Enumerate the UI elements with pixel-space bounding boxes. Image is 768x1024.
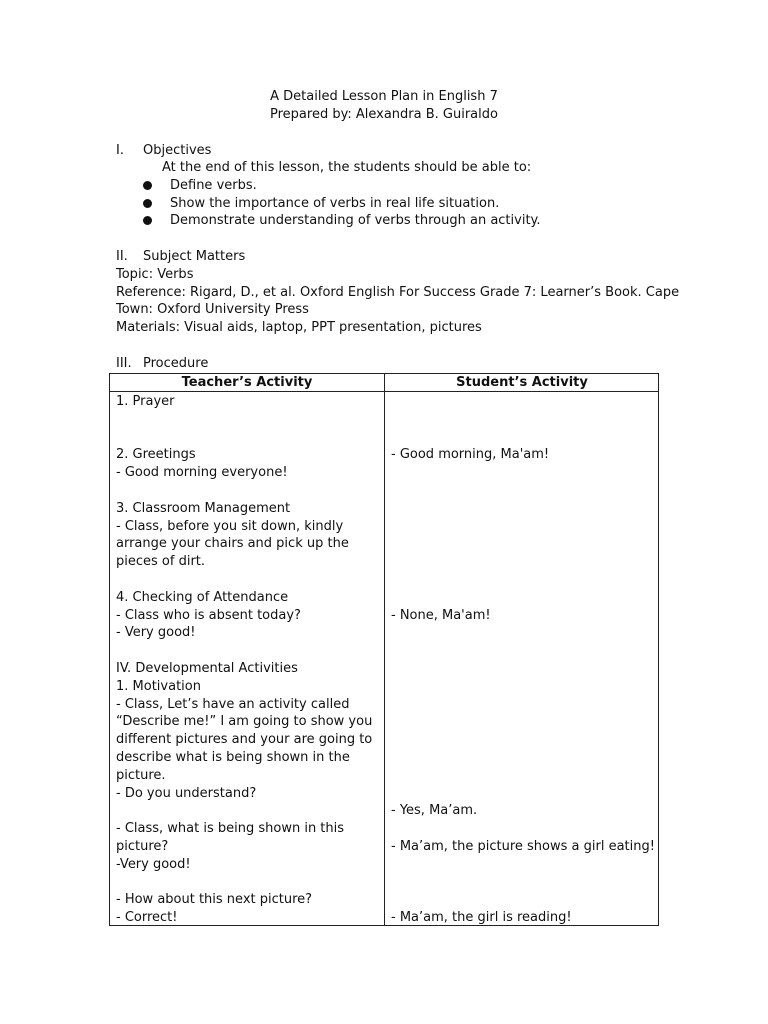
student-activity-line: - Ma’am, the girl is reading! — [391, 910, 572, 926]
teacher-activity-line: - Do you understand? — [116, 785, 257, 801]
reference-line-continued: Town: Oxford University Press — [116, 302, 309, 317]
bullet-icon — [143, 181, 152, 190]
teacher-activity-line: - Class, Let’s have an activity called — [116, 696, 350, 712]
teacher-activity-line: 3. Classroom Management — [116, 500, 291, 516]
teacher-activity-line: - Class, what is being shown in this — [116, 821, 345, 837]
header-divider — [110, 391, 658, 392]
teacher-activity-line: -Very good! — [116, 856, 191, 872]
subject-matters-numeral: II. — [116, 249, 128, 264]
teacher-activity-line: picture? — [116, 839, 169, 854]
objective-item: Define verbs. — [170, 178, 257, 193]
teacher-activity-line: describe what is being shown in the — [116, 750, 350, 765]
student-activity-header: Student’s Activity — [456, 375, 588, 390]
reference-line: Reference: Rigard, D., et al. Oxford English For Success Grade 7: Learner’s Book. Cape — [116, 285, 680, 300]
teacher-activity-line: different pictures and your are going to — [116, 732, 373, 748]
teacher-activity-line: 2. Greetings — [116, 447, 196, 463]
teacher-activity-line: - Correct! — [116, 910, 178, 926]
teacher-activity-line: “Describe me!” I am going to show you — [116, 714, 373, 730]
student-activity-line: - Yes, Ma’am. — [391, 803, 478, 819]
teacher-activity-line: - Good morning everyone! — [116, 465, 288, 481]
objectives-intro: At the end of this lesson, the students should be able to: — [162, 160, 532, 175]
objective-item: Demonstrate understanding of verbs through an activity. — [170, 213, 541, 228]
teacher-activity-line: 1. Motivation — [116, 678, 201, 694]
teacher-activity-line: pieces of dirt. — [116, 554, 206, 570]
subject-matters-heading: Subject Matters — [143, 249, 246, 264]
student-activity-line: - Good morning, Ma'am! — [391, 447, 550, 463]
student-activity-line: - Ma’am, the picture shows a girl eating! — [391, 839, 655, 854]
teacher-activity-line: picture. — [116, 767, 166, 783]
bullet-icon — [143, 199, 152, 208]
objective-item: Show the importance of verbs in real life situation. — [170, 196, 500, 211]
prepared-by: Prepared by: Alexandra B. Guiraldo — [270, 107, 498, 122]
materials-line: Materials: Visual aids, laptop, PPT presentation, pictures — [116, 320, 482, 335]
column-divider — [384, 374, 385, 925]
procedure-heading: Procedure — [143, 356, 209, 371]
procedure-numeral: III. — [116, 356, 132, 371]
teacher-activity-line: - Very good! — [116, 625, 196, 641]
document-title: A Detailed Lesson Plan in English 7 — [270, 89, 498, 104]
teacher-activity-line: IV. Developmental Activities — [116, 661, 298, 676]
teacher-activity-line: arrange your chairs and pick up the — [116, 536, 349, 552]
teacher-activity-line: 4. Checking of Attendance — [116, 589, 289, 605]
objectives-numeral: I. — [116, 143, 124, 158]
teacher-activity-header: Teacher’s Activity — [181, 375, 313, 390]
teacher-activity-line: - Class who is absent today? — [116, 607, 301, 623]
topic-line: Topic: Verbs — [116, 267, 194, 282]
objectives-heading: Objectives — [143, 143, 212, 158]
teacher-activity-line: - Class, before you sit down, kindly — [116, 518, 344, 534]
student-activity-line: - None, Ma'am! — [391, 607, 491, 623]
teacher-activity-line: - How about this next picture? — [116, 892, 313, 908]
procedure-table — [109, 373, 659, 926]
bullet-icon — [143, 216, 152, 225]
teacher-activity-line: 1. Prayer — [116, 394, 175, 409]
